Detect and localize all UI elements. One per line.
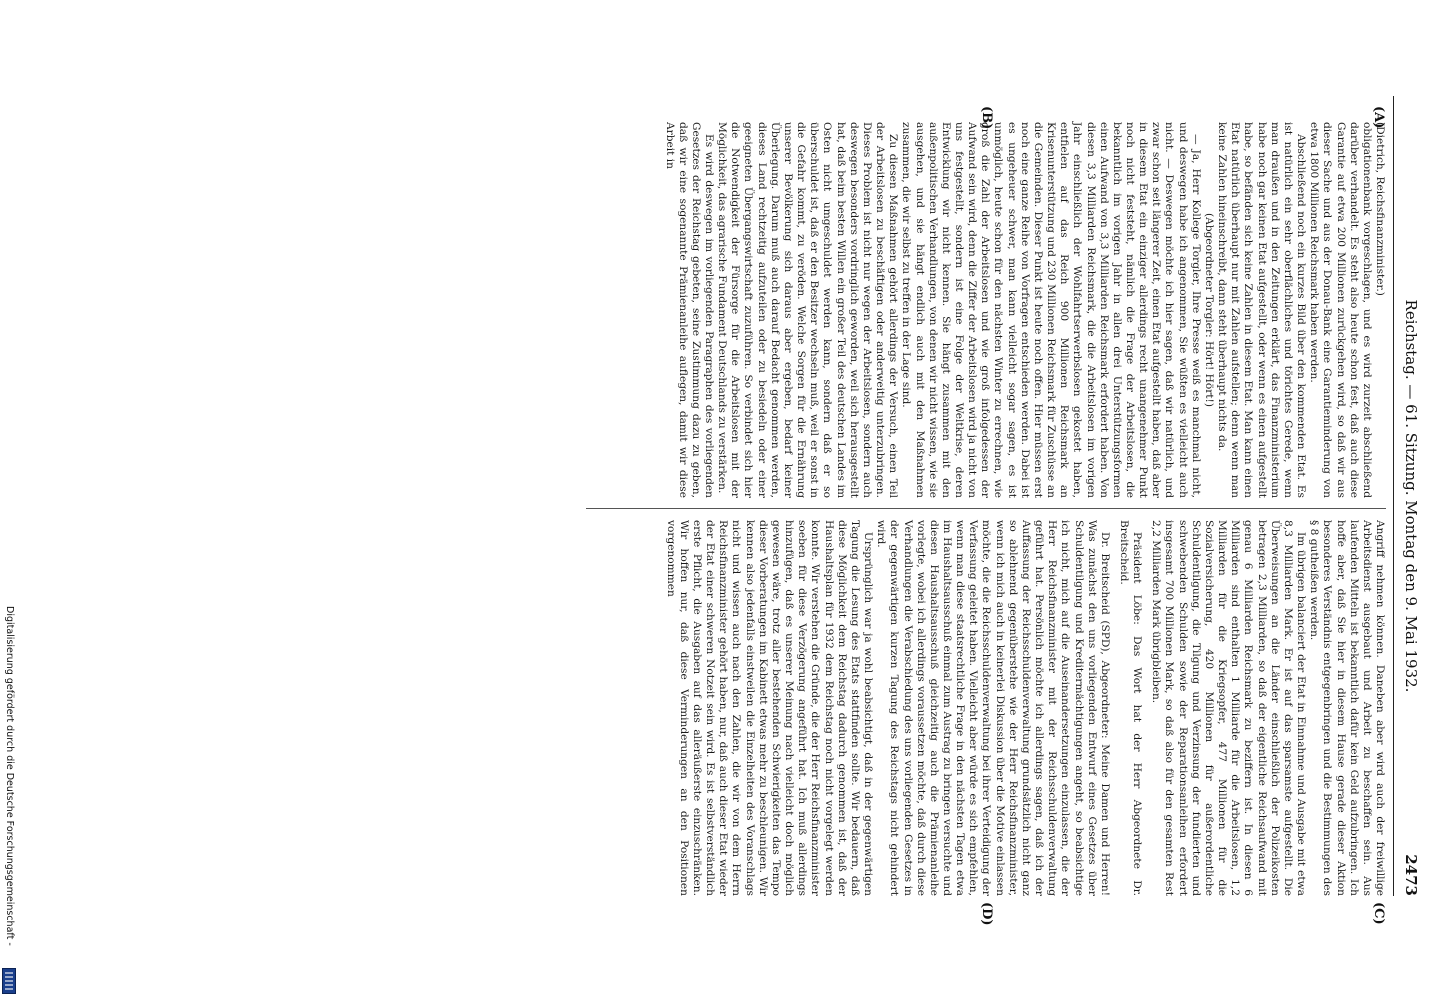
credit-text: Digitalisierung gefördert durch die Deutsche Forschungsgemeinschaft - bbox=[4, 606, 15, 946]
dfg-logo-icon bbox=[2, 968, 16, 994]
page-number: 2473 bbox=[1402, 854, 1420, 896]
running-title: Reichstag. — 61. Sitzung. Montag den 9. Mai 1932. bbox=[1402, 299, 1420, 693]
digitization-credit bbox=[1, 606, 15, 996]
margin-marker-a: (A) bbox=[1371, 106, 1386, 129]
margin-marker-c: (C) bbox=[1371, 902, 1386, 925]
page-header bbox=[1396, 96, 1420, 896]
paragraph: — Ja, Herr Kollege Torgler, Ihre Presse weiß es manchmal nicht, und deswegen habe ich angenommen, Sie wüßten es vielleicht auch nicht. — Deswegen möchte ich hier sagen, daß wir natürlich, und zwar schon seit längerer Zeit, einen Etat aufgestellt haben, daß aber in diesem Etat ein einziger allerdings recht unangenehmer Punkt noch nicht feststeht, nämlich die Frage der Arbeitslosen, die bekanntlich im vorigen Jahr in allen drei Unterstützungsformen einen Aufwand von 3,3 Milliarden Reichsmark erfordert haben. Von diesen 3,3 Milliarden Reichsmark, die die Arbeitslosen im vorigen Jahr einschließlich der Wohlfahrtserwerbslosen gekostet haben, entfielen auf das Reich 900 Millionen Reichsmark an Krisenunterstützung und 230 Millionen Reichsmark für Zuschüsse an die Gemeinden. Dieser Punkt ist heute noch offen. Hier müssen erst noch eine ganze Reihe von Vorfragen entschieden werden. Dabei ist es ungeheuer schwer, man kann vielleicht sogar sagen, es ist unmöglich, heute schon für den nächsten Winter zu errechnen, wie groß die Zahl der Arbeitslosen und wie groß infolgedessen der Aufwand sein wird, denn die Ziffer der Arbeitslosen wird ja nicht von uns festgestellt, sondern ist eine Folge der Weltkrise, deren Entwicklung wir nicht kennen. Sie hängt zusammen mit den außenpolitischen Verhandlungen, von denen wir nicht wissen, wie sie ausgehen, und sie hängt endlich auch mit den Maßnahmen zusammen, die wir selbst zu treffen in der Lage sind. bbox=[900, 122, 1202, 498]
paragraph: Ursprünglich war ja wohl beabsichtigt, daß in der gegenwärtigen Tagung die Lesung des Etats stattfinden sollte. Wir bedauern, daß diese Möglichkeit dem Reichstag dadurch genommen ist, daß der Haushaltsplan für 1932 dem Reichstag noch nicht vorgelegt werden konnte. Wir verstehen die Gründe, die der Herr Reichsfinanzminister soeben für diese Verzögerung angeführt hat. Ich muß allerdings hinzufügen, daß es unserer Meinung nach vielleicht doch möglich gewesen wäre, trotz aller bestehenden Schwierigkeiten das Tempo dieser Vorberatungen im Kabinett etwas mehr zu beschleunigen. Wir kennen also jedenfalls einstweilen die Einzelheiten des Voranschlags nicht und wissen auch nach den Zahlen, die wir von dem Herrn Reichsfinanzminister gehört haben, nur, daß auch dieser Etat wieder der Etat einer schweren Notzeit sein wird. Es ist selbstverständlich erste Pflicht, die Ausgaben auf das alleräußerste einzuschränken. Wir hoffen nur, daß diese Verminderungen an den Positionen vorgenommen bbox=[664, 520, 875, 896]
paragraph: Es wird deswegen im vorliegenden Paragraphen des vorliegenden Gesetzes der Reichstag gebeten, seine Zustimmung dazu zu geben, daß wir eine sogenannte Prämienanleihe auflegen, damit wir diese Arbeit in bbox=[663, 122, 716, 498]
speech-opening: Dr. Breitscheid (SPD), Abgeordneter: Meine Damen und Herren! Was zunächst den uns vorliegenden Entwurf eines Gesetzes über Schuldentilgung und Kreditermächtigungen angeht, so beabsichtige ich nicht, mich auf die Auseinandersetzungen einzulassen, die der Herr Reichsfinanzminister mit der Reichsschuldenverwaltung geführt hat. Persönlich möchte ich allerdings sagen, daß ich der Auffassung der Reichsschuldenverwaltung grundsätzlich nicht ganz so ablehnend gegenüberstehe wie der Herr Reichsfinanzminister, wenn ich mich auch in keinerlei Diskussion über die Motive einlassen möchte, die die Reichsschuldenverwaltung bei ihrer Verteidigung der Verfassung geleitet haben. Vielleicht aber würde es sich empfehlen, wenn man diese staatsrechtliche Frage in den nächsten Tagen etwa im Haushaltsausschuß einmal zum Austrag zu bringen versuchte und diesen Haushaltsausschuß gleichzeitig auch die Prämienanleihe vorlegte, wobei ich allerdings voraussetzen möchte, daß durch diese Verhandlungen die Verabschiedung des uns vorliegenden Gesetzes in der gegenwärtigen kurzen Tagung des Reichstags nicht gehindert wird. bbox=[875, 520, 1111, 896]
left-column bbox=[662, 122, 1386, 498]
paragraph: Angriff nehmen können. Daneben aber wird auch der freiwillige Arbeitsdienst ausgebaut und Arbeit zu beschaffen sein. Aus laufenden Mitteln ist bekanntlich dafür kein Geld aufzubringen. Ich hoffe aber, daß Sie hier in diesem Hause gerade dieser Aktion besonderes Verständnis entgegenbringen und die Bestimmungen des § 8 gutheißen werden. bbox=[1308, 520, 1386, 896]
paragraph: Im übrigen balanciert der Etat in Einnahme und Ausgabe mit etwa 8,3 Milliarden Mark. Er ist auf das sparsamste aufgestellt. Die Überweisungen an die Länder einschließlich der Polizeikosten betragen 2,3 Milliarden, so daß der eigentliche Reichsaufwand mit genau 6 Milliarden Reichsmark zu beziffern ist. In diesen 6 Milliarden sind enthalten 1 Milliarde für die Arbeitslosen, 1,2 Milliarden für die Kriegsopfer, 477 Millionen für die Sozialversicherung, 420 Millionen für außerordentliche Schuldentilgung, die Tilgung und Verzinsung der fundierten und schwebenden Schulden sowie der Reparationsanleihen erfordert insgesamt 700 Millionen Mark, so daß also für den gesamten Rest 2,2 Milliarden Mark übrigbleiben. bbox=[1150, 520, 1308, 896]
right-column bbox=[664, 520, 1386, 896]
paragraph: obligationenbank vorgeschlagen, und es wird zurzeit abschließend darüber verhandelt. Es steht also heute schon fest, daß auch diese Garantie auf etwa 200 Millionen zurückgehen wird, so daß wir aus dieser Sache und aus der Donau-Bank eine Garantieminderung von etwa 1800 Millionen Reichsmark haben werden. bbox=[1308, 122, 1373, 498]
column-divider bbox=[586, 508, 1386, 509]
president-statement: Präsident Löbe: Das Wort hat der Herr Abgeordnete Dr. Breitscheid. bbox=[1118, 520, 1144, 896]
interjection: (Abgeordneter Torgler: Hört! Hört!) bbox=[1202, 213, 1215, 407]
margin-marker-b: (B) bbox=[979, 106, 994, 130]
paragraph: Zu diesen Maßnahmen gehört allerdings der Versuch, einen Teil der Arbeitslosen zu beschäftigen oder anderweitig unterzubringen. Dieses Problem ist nicht nur wegen der Arbeitslosen, sondern auch deswegen besonders vordringlich geworden, weil sich herausgestellt hat, daß beim besten Willen ein großer Teil des deutschen Landes im Osten nicht umgeschuldet werden kann, sondern daß er so überschuldet ist, daß er den Besitzer wechseln muß, weil er sonst in die Gefahr kommt, zu veröden. Welche Sorgen für die Ernährung unserer Bevölkerung sich daraus aber ergeben, bedarf keiner Überlegung. Darum muß auch darauf Bedacht genommen werden, dieses Land rechtzeitig aufzuteilen oder zu besiedeln oder einer geeigneten Übergangswirtschaft zuzuführen. So verbindet sich hier die Notwendigkeit der Fürsorge für die Arbeitslosen mit der Möglichkeit, das agrarische Fundament Deutschlands zu verstärken. bbox=[716, 122, 900, 498]
header-rule bbox=[1393, 96, 1394, 896]
paragraph: Abschließend noch ein kurzes Bild über den kommenden Etat. Es ist natürlich ein sehr oberflächliches und törichtes Gerede, wenn man draußen und in den Zeitungen erklärt, das Finanzministerium habe noch gar keinen Etat aufgestellt, oder wenn es einen aufgestellt habe, so befänden sich keine Zahlen in diesem Etat. Man kann einen Etat natürlich überhaupt nur mit Zahlen aufstellen; denn wenn man keine Zahlen hineinschreibt, dann steht überhaupt nichts da. bbox=[1216, 122, 1308, 498]
speaker-heading: (Dietrich, Reichsfinanzminister.) bbox=[1374, 122, 1386, 296]
margin-marker-d: (D) bbox=[979, 902, 994, 926]
